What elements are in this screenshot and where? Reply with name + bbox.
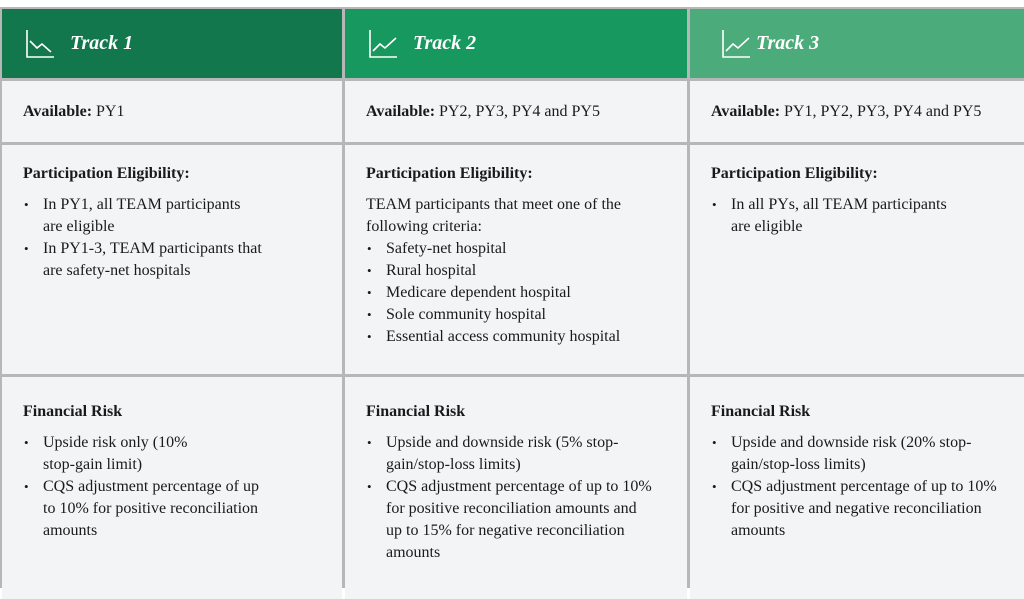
list-item: • Medicare dependent hospital bbox=[366, 282, 667, 304]
track-3-financial-risk bbox=[690, 377, 1024, 599]
list-item: • Essential access community hospital bbox=[366, 326, 667, 348]
track-2-eligibility bbox=[345, 145, 687, 374]
track-1-eligibility bbox=[2, 145, 342, 374]
list-item: • CQS adjustment percentage of up to 10% for positive reconciliation amounts bbox=[23, 476, 273, 542]
financial-risk-heading: Financial Risk bbox=[23, 403, 123, 420]
list-item: • Rural hospital bbox=[366, 260, 667, 282]
rising-line-chart-icon bbox=[720, 28, 752, 60]
list-item: • Upside and downside risk (20% stop-gain/stop-loss limits) bbox=[711, 432, 986, 476]
financial-risk-list bbox=[23, 432, 273, 542]
eligibility-heading: Participation Eligibility: bbox=[366, 165, 533, 182]
financial-risk-list bbox=[366, 432, 656, 564]
financial-risk-heading: Financial Risk bbox=[711, 403, 811, 420]
track-3-eligibility bbox=[690, 145, 1024, 374]
track-1-title: Track 1 bbox=[70, 32, 134, 54]
eligibility-heading: Participation Eligibility: bbox=[711, 165, 878, 182]
list-item: • In PY1-3, TEAM participants that are safety-net hospitals bbox=[23, 238, 263, 282]
available-value: PY1 bbox=[92, 102, 125, 120]
financial-risk-list bbox=[711, 432, 1003, 542]
eligibility-list bbox=[711, 194, 961, 238]
financial-risk-heading: Financial Risk bbox=[366, 403, 466, 420]
track-2-financial-risk bbox=[345, 377, 687, 599]
track-3-availability bbox=[690, 81, 1024, 142]
list-item: • Upside risk only (10% stop-gain limit) bbox=[23, 432, 203, 476]
track-1-financial-risk bbox=[2, 377, 342, 599]
available-label: Available: bbox=[711, 102, 781, 120]
eligibility-intro: TEAM participants that meet one of the following criteria: bbox=[366, 196, 622, 235]
list-item: • Sole community hospital bbox=[366, 304, 667, 326]
available-label: Available: bbox=[366, 102, 436, 120]
track-2-title: Track 2 bbox=[413, 32, 477, 54]
list-item: • Upside and downside risk (5% stop-gain/stop-loss limits) bbox=[366, 432, 626, 476]
track-1-header bbox=[2, 9, 342, 78]
list-item: • CQS adjustment percentage of up to 10% for positive and negative reconciliation amounts bbox=[711, 476, 1003, 542]
eligibility-list bbox=[366, 238, 667, 348]
track-1-availability bbox=[2, 81, 342, 142]
track-comparison-table bbox=[0, 7, 1024, 588]
available-label: Available: bbox=[23, 102, 93, 120]
available-value: PY2, PY3, PY4 and PY5 bbox=[435, 102, 600, 120]
available-value: PY1, PY2, PY3, PY4 and PY5 bbox=[780, 102, 982, 120]
list-item: • Safety-net hospital bbox=[366, 238, 667, 260]
declining-line-chart-icon bbox=[24, 28, 56, 60]
track-2-availability bbox=[345, 81, 687, 142]
list-item: • In PY1, all TEAM participants are eligible bbox=[23, 194, 263, 238]
list-item: • In all PYs, all TEAM participants are eligible bbox=[711, 194, 961, 238]
eligibility-heading: Participation Eligibility: bbox=[23, 165, 190, 182]
track-3-title: Track 3 bbox=[756, 32, 820, 54]
rising-line-chart-icon bbox=[367, 28, 399, 60]
eligibility-list bbox=[23, 194, 263, 282]
track-2-header bbox=[345, 9, 687, 78]
list-item: • CQS adjustment percentage of up to 10% for positive reconciliation amounts and up to 15% for negative reconciliation amounts bbox=[366, 476, 656, 564]
track-3-header bbox=[690, 9, 1024, 78]
